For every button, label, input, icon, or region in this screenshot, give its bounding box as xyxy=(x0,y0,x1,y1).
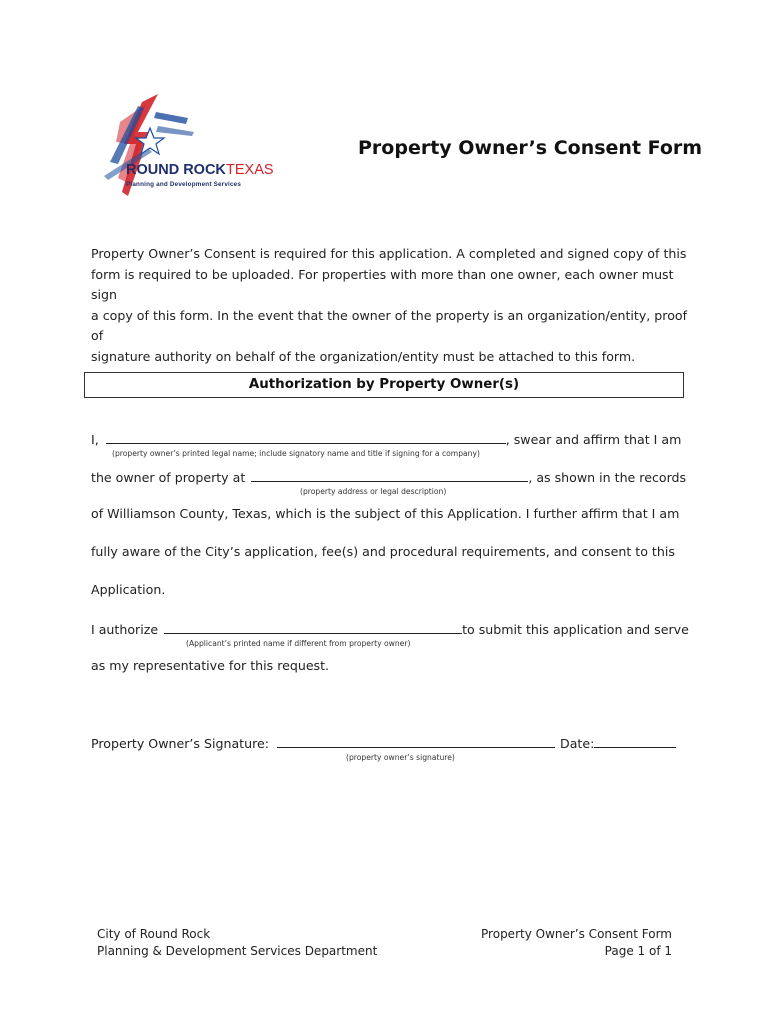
date-line xyxy=(560,734,676,751)
representative-line: as my representative for this request. xyxy=(91,658,330,673)
affirmation-line: of Williamson County, Texas, which is the subject of this Application. I further affirm that I am xyxy=(91,506,680,521)
intro-line: a copy of this form. In the event that the owner of the property is an organization/entity, proof of xyxy=(91,307,688,343)
city-logo xyxy=(98,92,298,202)
intro-line: signature authority on behalf of the organization/entity must be attached to this form. xyxy=(91,348,636,364)
logo-department: Planning and Development Services xyxy=(126,181,242,188)
signature-field[interactable] xyxy=(277,734,555,748)
logo-brand-left: ROUND ROCK xyxy=(126,162,226,178)
page-title: Property Owner’s Consent Form xyxy=(358,137,703,159)
signature-caption: (property owner’s signature) xyxy=(346,753,455,762)
applicant-name-field[interactable] xyxy=(164,620,462,634)
logo-brand-right: TEXAS xyxy=(226,162,274,178)
authorize-prefix: I authorize xyxy=(91,622,159,637)
footer-city: City of Round Rock xyxy=(97,927,211,941)
authorization-heading-box xyxy=(84,372,684,398)
date-field[interactable] xyxy=(594,734,676,748)
signature-line xyxy=(91,734,555,751)
authorization-heading: Authorization by Property Owner(s) xyxy=(248,377,520,392)
owner-name-caption: (property owner’s printed legal name; include signatory name and title if signing for a company) xyxy=(112,449,480,458)
footer-form-name: Property Owner’s Consent Form xyxy=(481,927,672,941)
property-address-suffix: , as shown in the records xyxy=(528,470,687,485)
owner-name-line xyxy=(91,430,681,447)
intro-line: Property Owner’s Consent is required for this application. A completed and signed copy of this xyxy=(91,246,687,261)
owner-name-suffix: , swear and affirm that I am xyxy=(505,432,682,447)
property-address-prefix: the owner of property at xyxy=(91,470,246,485)
property-address-caption: (property address or legal description) xyxy=(300,487,447,496)
date-label: Date: xyxy=(560,736,595,751)
owner-name-prefix: I, xyxy=(91,432,99,447)
intro-line: form is required to be uploaded. For properties with more than one owner, each owner must sign xyxy=(91,266,674,302)
footer-left xyxy=(97,926,377,960)
footer-department: Planning & Development Services Department xyxy=(97,944,378,958)
property-address-line xyxy=(91,468,686,485)
affirmation-line: Application. xyxy=(91,582,166,597)
round-rock-star-logo-icon xyxy=(98,92,298,202)
authorize-line xyxy=(91,620,689,637)
applicant-name-caption: (Applicant’s printed name if different from property owner) xyxy=(186,639,411,648)
intro-paragraph xyxy=(91,244,691,367)
owner-name-field[interactable] xyxy=(106,430,506,444)
footer-right xyxy=(481,926,672,960)
authorize-suffix: to submit this application and serve xyxy=(462,622,689,637)
footer-page-number: Page 1 of 1 xyxy=(604,944,672,958)
signature-label: Property Owner’s Signature: xyxy=(91,736,269,751)
affirmation-line: fully aware of the City’s application, fee(s) and procedural requirements, and consent to this xyxy=(91,544,675,559)
property-address-field[interactable] xyxy=(251,468,528,482)
